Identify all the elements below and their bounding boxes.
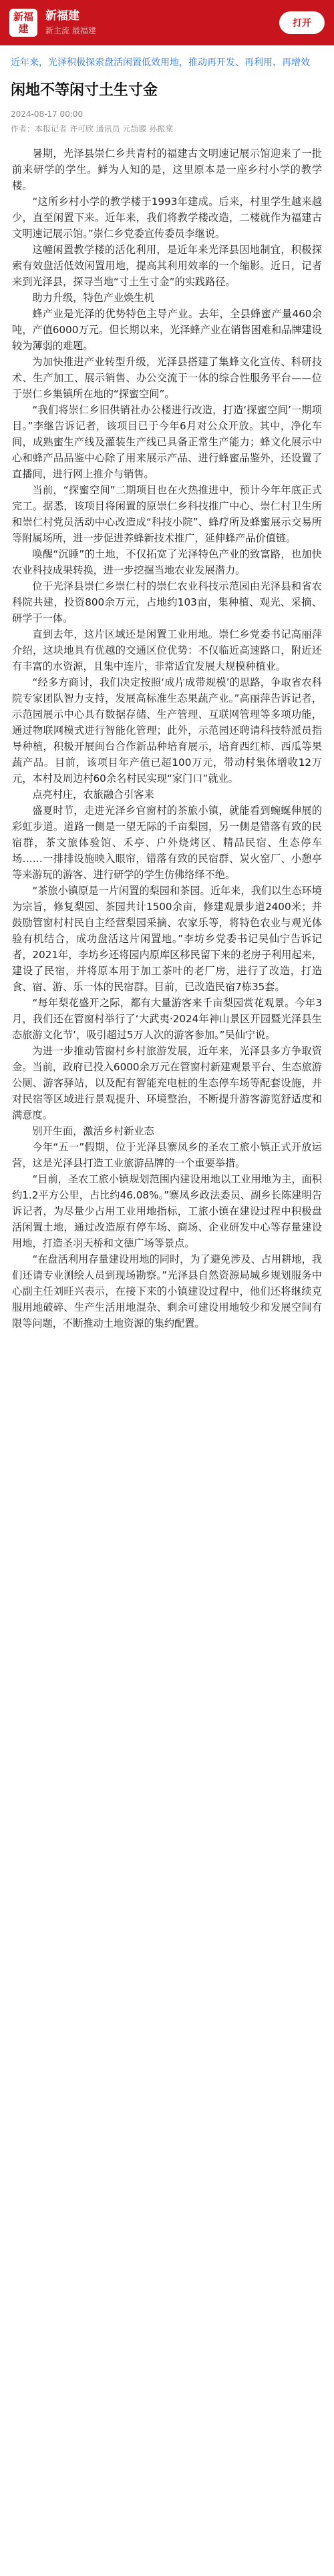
- paragraph: 蜂产业是光泽的优势特色主导产业。去年，全县蜂蜜产量460余吨，产值6000万元。但长期以来，光泽蜂产业在销售困难和品牌建设较为薄弱的难题。: [12, 308, 322, 352]
- paragraph: 盛夏时节，走进光泽乡官窗村的茶旅小镇，就能看到蜿蜒伸展的彩虹步道。道路一侧是一望无际的千亩梨园，另一侧是错落有致的民宿群，茶文旅体验馆、禾亭、户外烧烤区、精品民宿、生态停车场……一排排设施映入眼帘，错落有致的民宿群、炭火窑厂、小憩亭等来游玩的游客、进行研学的学生仿佛络绎不绝。: [12, 805, 322, 881]
- open-app-button[interactable]: 打开: [279, 11, 325, 34]
- paragraph: “茶旅小镇原是一片闲置的梨园和茶园。近年来，我们以生态环境为宗旨，修复梨园、茶园共计1500余亩，修建观景步道2400米；并鼓励管窗村村民自主经营梨园采摘、农家乐等，将特色农业与观光体验有机结合，成功盘活这片闲置地。”李坊乡党委书记吴仙宁告诉记者，2021年，李坊乡还将园内原库区移民留下来的老房子利用起来，建设了民宿，并将原本用于加工茶叶的老厂房，进行了改造，打造食、宿、游、乐一体的民宿群。目前，已改造民宿7栋35套。: [12, 885, 322, 993]
- app-info: [45, 9, 279, 37]
- paragraph: “目前，圣农工旅小镇规划范围内建设用地以工业用地为主，面积约1.2平方公里，占比约46.08%。”寨凤乡政法委员、副乡长陈建明告诉记者，为尽量少占用工业用地指标，工旅小镇在建设过程中积极盘活闲置土地，通过改造原有停车场、商场、企业研发中心等存量建设用地，打造圣羽天桥和文德广场等景点。: [12, 1173, 322, 1249]
- section-heading: 别开生面，激活乡村新业态: [32, 1125, 154, 1137]
- paragraph: 当前，“探蜜空间”二期项目也在火热推进中，预计今年年底正式完工。据悉，该项目将闲置的原崇仁乡科技推广中心、崇仁村卫生所和崇仁村党员活动中心改造成“科技小院”、蜂疗所及蜂蜜展示交易所等附属场所，进一步促进养蜂新技术推广，延伸蜂产品价值链。: [12, 484, 322, 544]
- paragraph: “我们将崇仁乡旧供销社办公楼进行改造，打造‘探蜜空间’一期项目。”李继告诉记者，该项目已于今年6月对公众开放。其中，净化车间，成熟蜜生产线及灌装生产线已具备正常生产能力；蜂文化展示中心和蜂产品品鉴中心除了用来展示产品、进行蜂蜜品鉴外，还设置了直播间，进行网上推介与销售。: [12, 404, 322, 480]
- app-name: 新福建: [45, 9, 79, 23]
- paragraph: 为加快推进产业转型升级，光泽县搭建了集蜂文化宣传、科研技术、生产加工、展示销售、办公交流于一体的综合性服务平台——位于崇仁乡集镇所在地的“探蜜空间”。: [12, 356, 322, 400]
- section-heading: 助力升级，特色产业焕生机: [32, 292, 154, 304]
- paragraph: 暑期，光泽县崇仁乡共青村的福建古文明速记展示馆迎来了一批前来研学的学生。鲜为人知的是，这里原本是一座乡村小学的教学楼。: [12, 148, 322, 192]
- app-banner: [0, 0, 334, 45]
- paragraph: 这幢闲置教学楼的活化利用，是近年来光泽县因地制宜，积极探索有效盘活低效闲置用地，提高其利用效率的一个缩影。近日，记者来到光泽县，探寻当地“寸土生寸金”的实践路径。: [12, 244, 322, 288]
- article-body: [12, 146, 322, 1331]
- app-slogan: 新主流 最福建: [45, 26, 96, 35]
- app-logo: [9, 9, 37, 37]
- paragraph: 位于光泽县崇仁乡崇仁村的崇仁农业科技示范园由光泽县和省农科院共建，投资800余万元，占地约103亩，集种植、观光、采摘、研学于一体。: [12, 580, 322, 624]
- publish-date: 2024-08-17 00:00: [11, 110, 84, 119]
- app-logo-text: 新福建: [13, 11, 33, 35]
- paragraph: 直到去年，这片区域还是闲置工业用地。崇仁乡党委书记高丽萍介绍，这块地具有优越的交通区位优势：不仅临近高速路口，附近还有丰富的水资源，且集中连片，非常适宜发展大规模种植业。: [12, 628, 322, 672]
- section-heading: 点亮村庄，农旅融合引客来: [32, 789, 154, 801]
- article-title: 闲地不等闲寸土生寸金: [11, 82, 158, 99]
- paragraph: 为进一步推动管窗村乡村旅游发展，近年来，光泽县多方争取资金。当前，政府已投入6000余万元在管窗村新建观景平台、生态旅游公厕、游客驿站，以及配有智能充电桩的生态停车场等配套设施，并对民宿等区域进行景观提升、环境整治，不断提升游客游览舒适度和满意度。: [12, 1045, 322, 1121]
- paragraph: “在盘活利用存量建设用地的同时，为了避免涉及、占用耕地，我们还请专业测绘人员到现场勘察。”光泽县自然资源局城乡规划服务中心副主任刘旺兴表示，在接下来的小镇建设过程中，他们还将继续克服用地破碎、生产生活用地混杂、剩余可建设用地较少和发展空间有限等问题，不断推动土地资源的集约配置。: [12, 1253, 322, 1329]
- paragraph: 唤醒“沉睡”的土地，不仅拓宽了光泽特色产业的致富路，也加快农业科技成果转换，进一步挖掘当地农业发展潜力。: [12, 548, 322, 576]
- paragraph: “这所乡村小学的教学楼于1993年建成。后来，村里学生越来越少，直至闲置下来。近年来，我们将教学楼改造，二楼就作为福建古文明速记展示馆。”崇仁乡党委宣传委员李继说。: [12, 196, 322, 240]
- article-summary: 近年来，光泽积极探索盘活闲置低效用地，推动再开发、再利用、再增效: [11, 57, 310, 68]
- article-byline: 作者：本报记者 许可欣 通讯员 元劼滕 孙振棠: [11, 124, 174, 134]
- paragraph: “经多方商讨，我们决定按照‘成片成带规模’的思路，争取省农科院专家团队智力支持，发展高标准生态果蔬产业。”高丽萍告诉记者，示范园展示中心具有数据存储、生产管理、互联网管理等多项功能，通过物联网模式进行智能化管理；此外，示范园还聘请科技特派员指导种植，积极开展闽台合作新品种培育展示，培育西红柿、西瓜等果蔬产品。目前，该项目年产值已超100万元，带动村集体增收12万元，本村及周边村60余名村民实现“家门口”就业。: [12, 676, 322, 785]
- paragraph: “每年梨花盛开之际，都有大量游客来千亩梨园赏花观景。今年3月，我们还在管窗村举行了‘大武夷·2024年神山景区开园暨光泽县生态旅游文化节’，吸引超过5万人次的游客参加。”吴仙宁说。: [12, 997, 322, 1041]
- paragraph: 今年“五一”假期，位于光泽县寨凤乡的圣农工旅小镇正式开放运营，这是光泽县打造工业旅游品牌的一个重要举措。: [12, 1141, 322, 1169]
